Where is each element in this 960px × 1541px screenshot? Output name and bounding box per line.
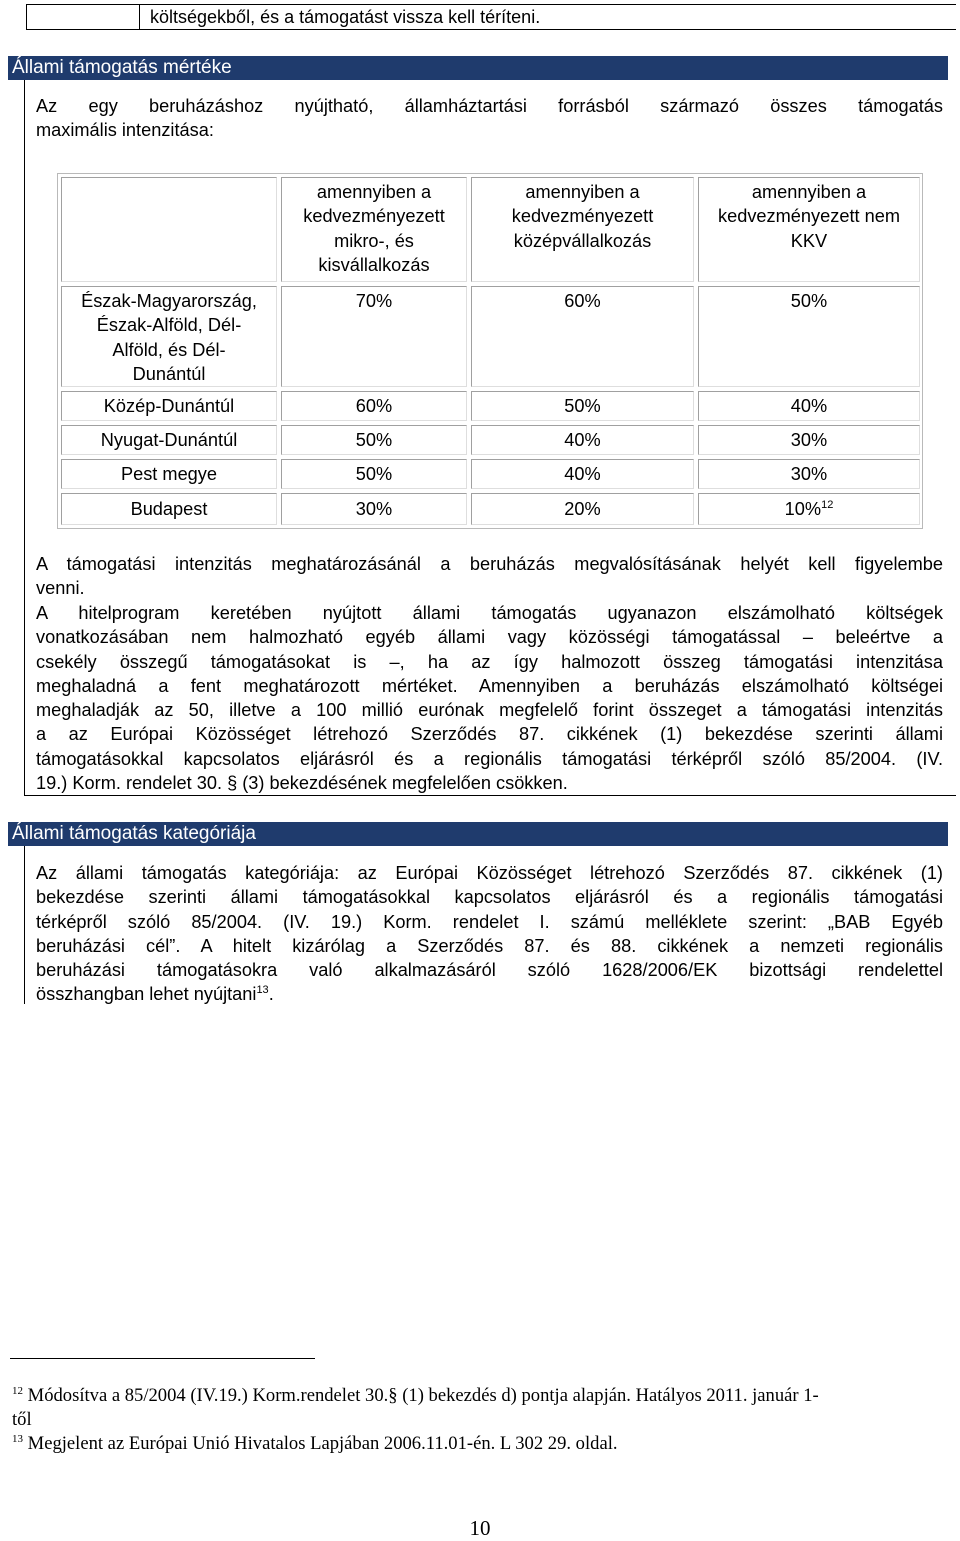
table-header-medium xyxy=(471,177,694,282)
region-text: Budapest xyxy=(130,499,208,519)
paragraph-line: térképről szóló 85/2004. (IV. 19.) Korm. rendelet I. számú melléklete szerint: „BAB Egyéb xyxy=(36,911,943,932)
header-text: amennyiben a xyxy=(525,182,640,202)
table-row-region xyxy=(61,493,277,525)
table-cell-value xyxy=(471,286,694,387)
paragraph-line: csekély összegű támogatásokat is –, ha az így halmozott összeg támogatási intenzitása xyxy=(36,651,943,672)
table-header-micro-small xyxy=(281,177,467,282)
table-cell-value xyxy=(698,459,920,489)
table-cell-value xyxy=(471,459,694,489)
table-cell-value xyxy=(281,425,467,455)
value-text: 40% xyxy=(790,396,828,416)
footnote-13 xyxy=(12,1432,937,1456)
cumulation-paragraph xyxy=(36,601,943,795)
header-text: KKV xyxy=(790,230,828,251)
paragraph-line-text: összhangban lehet nyújtani xyxy=(36,984,257,1005)
header-text: amennyiben a xyxy=(751,182,867,202)
footnote-text: Módosítva a 85/2004 (IV.19.) Korm.rendelet 30.§ (1) bekezdés d) pontja alapján. Hatályos 2011. január 1- xyxy=(27,1385,819,1406)
value-text: 50% xyxy=(355,430,393,450)
table-cell-value xyxy=(281,493,467,525)
table-cell-value xyxy=(698,493,920,525)
region-text: Pest megye xyxy=(120,464,218,484)
value-text: 70% xyxy=(355,291,393,311)
intro-line: maximális intenzitása: xyxy=(36,120,214,141)
value-text: 30% xyxy=(355,499,393,519)
header-text: kedvezményezett nem xyxy=(718,206,900,227)
paragraph-line: meghaladják az 50, illetve a 100 millió eurónak megfelelő forint összeget a támogatási intenzitás xyxy=(36,700,943,721)
value-text: 30% xyxy=(790,430,828,450)
footnote-12 xyxy=(12,1384,937,1432)
region-text: Dunántúl xyxy=(132,363,206,384)
footnote-text: Megjelent az Európai Unió Hivatalos Lapjában 2006.11.01-én. L 302 29. oldal. xyxy=(27,1433,618,1454)
paragraph-line: Az állami támogatás kategóriája: az Európai Közösséget létrehozó Szerződés 87. cikkének (1) xyxy=(36,863,943,883)
table-cell-value xyxy=(471,493,694,525)
table-cell-value xyxy=(698,391,920,421)
value-text: 20% xyxy=(564,499,601,519)
category-paragraph xyxy=(36,861,943,1007)
footnote-number: 13 xyxy=(12,1432,23,1445)
table-corner-cell xyxy=(61,177,277,282)
table-row-region xyxy=(61,391,277,421)
value-text: 40% xyxy=(564,430,601,450)
table-cell-value xyxy=(281,391,467,421)
paragraph-line: bekezdése szerinti állami támogatásokkal kapcsolatos eljárásról és a regionális támogatási xyxy=(36,887,943,908)
table-row-region xyxy=(61,425,277,455)
region-text: Észak-Magyarország, xyxy=(81,291,257,311)
region-text: Nyugat-Dunántúl xyxy=(100,430,238,450)
table-cell-value xyxy=(471,391,694,421)
paragraph-line: beruházási cél”. A hitelt kizárólag a Szerződés 87. és 88. cikkének a nemzeti regionális xyxy=(36,935,943,956)
page-number: 10 xyxy=(469,1516,491,1540)
value-text: 50% xyxy=(355,464,393,484)
value-text: 50% xyxy=(790,291,828,311)
note-line: venni. xyxy=(36,578,85,599)
header-text: mikro-, és xyxy=(334,230,414,251)
value-text: 40% xyxy=(564,464,601,484)
paragraph-line: összhangban lehet nyújtani$^{13}$. xyxy=(36,984,274,1005)
section-left-rule xyxy=(24,80,25,795)
section-heading-category: Állami támogatás kategóriája xyxy=(8,822,948,846)
table-cell-value xyxy=(698,425,920,455)
table-row-region xyxy=(61,459,277,489)
region-text: Közép-Dunántúl xyxy=(103,396,235,416)
region-text: Alföld, és Dél- xyxy=(112,339,226,360)
value-text: 10% xyxy=(784,499,822,519)
aid-intensity-table xyxy=(57,173,923,529)
footnote-text: től xyxy=(12,1409,32,1430)
paragraph-line: A hitelprogram keretében nyújtott állami támogatás ugyanazon elszámolható költségek xyxy=(36,603,943,623)
table-header-non-sme xyxy=(698,177,920,282)
cell-divider xyxy=(139,5,140,29)
table-row-region xyxy=(61,286,277,387)
header-text: kedvezményezett xyxy=(511,206,654,227)
footnote-ref-12[interactable]: 12 xyxy=(821,498,834,511)
intro-line: Az egy beruházáshoz nyújtható, államháztartási forrásból származó összes támogatás xyxy=(36,96,943,116)
note-line: A támogatási intenzitás meghatározásánál a beruházás megvalósításának helyét kell figyelembe xyxy=(36,554,943,574)
footnote-ref-13[interactable]: 13 xyxy=(256,984,269,997)
header-text: amennyiben a xyxy=(316,182,432,202)
value-text: 30% xyxy=(790,464,828,484)
table-cell-value xyxy=(281,459,467,489)
paragraph-line: vonatkozásában nem halmozható egyéb állami vagy közösségi támogatással – beleértve a xyxy=(36,627,943,648)
section-left-rule xyxy=(24,846,25,1004)
value-text: 50% xyxy=(564,396,601,416)
intro-paragraph xyxy=(36,94,943,143)
table-cell-value xyxy=(281,286,467,387)
paragraph-line: támogatásokkal kapcsolatos eljárásról és a regionális támogatási térképről szóló 85/2004. (IV. xyxy=(36,748,943,769)
header-text: kisvállalkozás xyxy=(318,254,430,275)
footnote-separator xyxy=(10,1358,315,1359)
value-text: 60% xyxy=(355,396,393,416)
table-cell-value xyxy=(698,286,920,387)
region-text: Észak-Alföld, Dél- xyxy=(96,315,242,336)
table-cell-value xyxy=(471,425,694,455)
location-note xyxy=(36,552,943,601)
footnote-number: 12 xyxy=(12,1384,23,1397)
header-text: kedvezményezett xyxy=(303,206,445,227)
paragraph-line: 19.) Korm. rendelet 30. § (3) bekezdésének megfelelően csökken. xyxy=(36,773,568,794)
section-heading-intensity: Állami támogatás mértéke xyxy=(8,56,948,80)
paragraph-line: a az Európai Közösséget létrehozó Szerződés 87. cikkének (1) bekezdése szerinti állami xyxy=(36,724,943,745)
value-text: 60% xyxy=(564,291,601,311)
top-fragment-text: költségekből, és a támogatást vissza kell téríteni. xyxy=(150,7,541,27)
header-text: középvállalkozás xyxy=(513,230,652,251)
paragraph-line: meghaladná a fent meghatározott mértéket. Amennyiben a beruházás elszámolható költségei xyxy=(36,675,943,696)
paragraph-line: beruházási támogatásokra való alkalmazásáról szóló 1628/2006/EK bizottsági rendelettel xyxy=(36,960,943,981)
